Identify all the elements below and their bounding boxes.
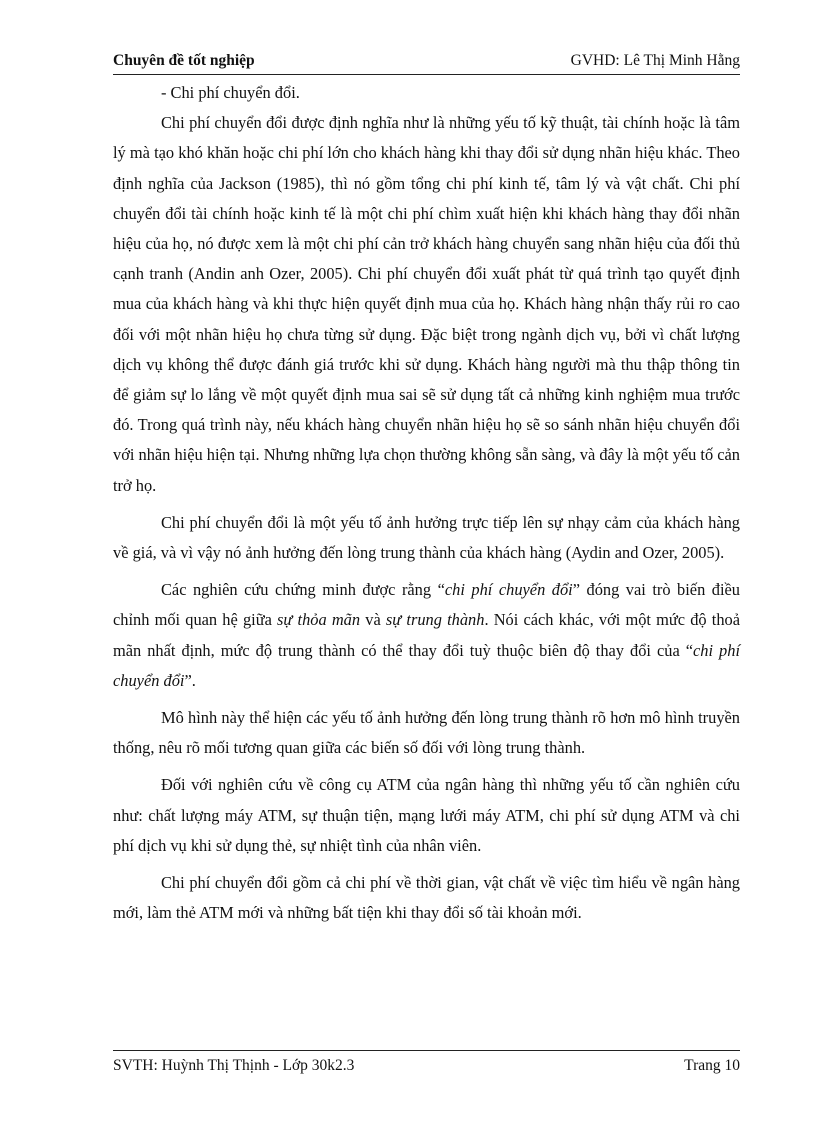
text-run: ”. xyxy=(184,670,196,690)
document-body xyxy=(113,78,740,935)
paragraph-model: Mô hình này thể hiện các yếu tố ảnh hưởng đến lòng trung thành rõ hơn mô hình truyền thống, nêu rõ mối tương quan giữa các biến số đối với lòng trung thành. xyxy=(113,708,740,758)
italic-term: sự trung thành xyxy=(385,610,485,630)
italic-term: sự thỏa mãn xyxy=(277,610,361,630)
page-number: Trang 10 xyxy=(684,1057,740,1074)
paragraph-research xyxy=(113,575,740,696)
text-run: Các nghiên cứu chứng minh được rằng “ xyxy=(161,580,445,600)
text-run: và xyxy=(360,610,386,630)
paragraph-price-sensitivity: Chi phí chuyển đổi là một yếu tố ảnh hưởng trực tiếp lên sự nhạy cảm của khách hàng về giá, và vì vậy nó ảnh hưởng đến lòng trung thành của khách hàng (Aydin and Ozer, 2005). xyxy=(113,512,740,563)
footer-student: SVTH: Huỳnh Thị Thịnh - Lớp 30k2.3 xyxy=(113,1057,355,1074)
text-run: . Nói cách khác, với một mức độ thoả mãn nhất định, mức độ trung thành có thể thay đổi tuỳ thuộc biên độ thay đổi của “ xyxy=(113,610,741,660)
italic-term: chi phí chuyển đổi xyxy=(444,580,573,600)
header-topic: Chuyên đề tốt nghiệp xyxy=(113,52,255,69)
paragraph-atm-factors: Đối với nghiên cứu về công cụ ATM của ngân hàng thì những yếu tố cần nghiên cứu như: chất lượng máy ATM, sự thuận tiện, mạng lưới máy ATM, chi phí sử dụng ATM và chi phí dịch vụ khi sử dụng thẻ, sự nhiệt tình của nhân viên. xyxy=(113,775,740,855)
page-footer xyxy=(113,1050,740,1074)
paragraph-switching-costs: Chi phí chuyển đổi gồm cả chi phí về thời gian, vật chất về việc tìm hiểu về ngân hàng mới, làm thẻ ATM mới và những bất tiện khi thay đổi số tài khoản mới. xyxy=(113,873,740,923)
page-header xyxy=(113,52,740,75)
italic-term: chi phí chuyển đổi xyxy=(113,640,740,690)
header-advisor: GVHD: Lê Thị Minh Hằng xyxy=(570,52,740,69)
bullet-heading: - Chi phí chuyển đổi. xyxy=(161,83,300,102)
paragraph-definition: Chi phí chuyển đổi được định nghĩa như là những yếu tố kỹ thuật, tài chính hoặc là tâm lý mà tạo khó khăn hoặc chi phí lớn cho khách hàng khi thay đổi sử dụng nhãn hiệu khác. Theo định nghĩa của Jackson (1985), thì nó gồm tổng chi phí kinh tế, tâm lý và vật chất. Chi phí chuyển đổi tài chính hoặc kinh tế là một chi phí chìm xuất hiện khi khách hàng thay đổi nhãn hiệu của họ, nó được xem là một chi phí cản trở khách hàng chuyển sang nhãn hiệu của đối thủ cạnh tranh (Andin anh Ozer, 2005). Chi phí chuyển đổi xuất phát từ quá trình tạo quyết định mua của khách hàng và khi thực hiện quyết định mua của họ. Khách hàng nhận thấy rủi ro cao đối với một nhãn hiệu họ chưa từng sử dụng. Đặc biệt trong ngành dịch vụ, bởi vì chất lượng dịch vụ không thể được đánh giá trước khi sử dụng. Khách hàng người mà thu thập thông tin để giảm sự lo lắng về một quyết định mua sai sẽ sử dụng tất cả những kinh nghiệm mua trước đó. Trong quá trình này, nếu khách hàng chuyển nhãn hiệu họ sẽ so sánh nhãn hiệu chuyển đổi với nhãn hiệu hiện tại. Nhưng những lựa chọn thường không sẵn sàng, và đây là một yếu tố cản trở họ. xyxy=(113,113,740,495)
text-run: ” đóng vai trò biến điều chỉnh mối quan hệ giữa xyxy=(113,580,741,630)
